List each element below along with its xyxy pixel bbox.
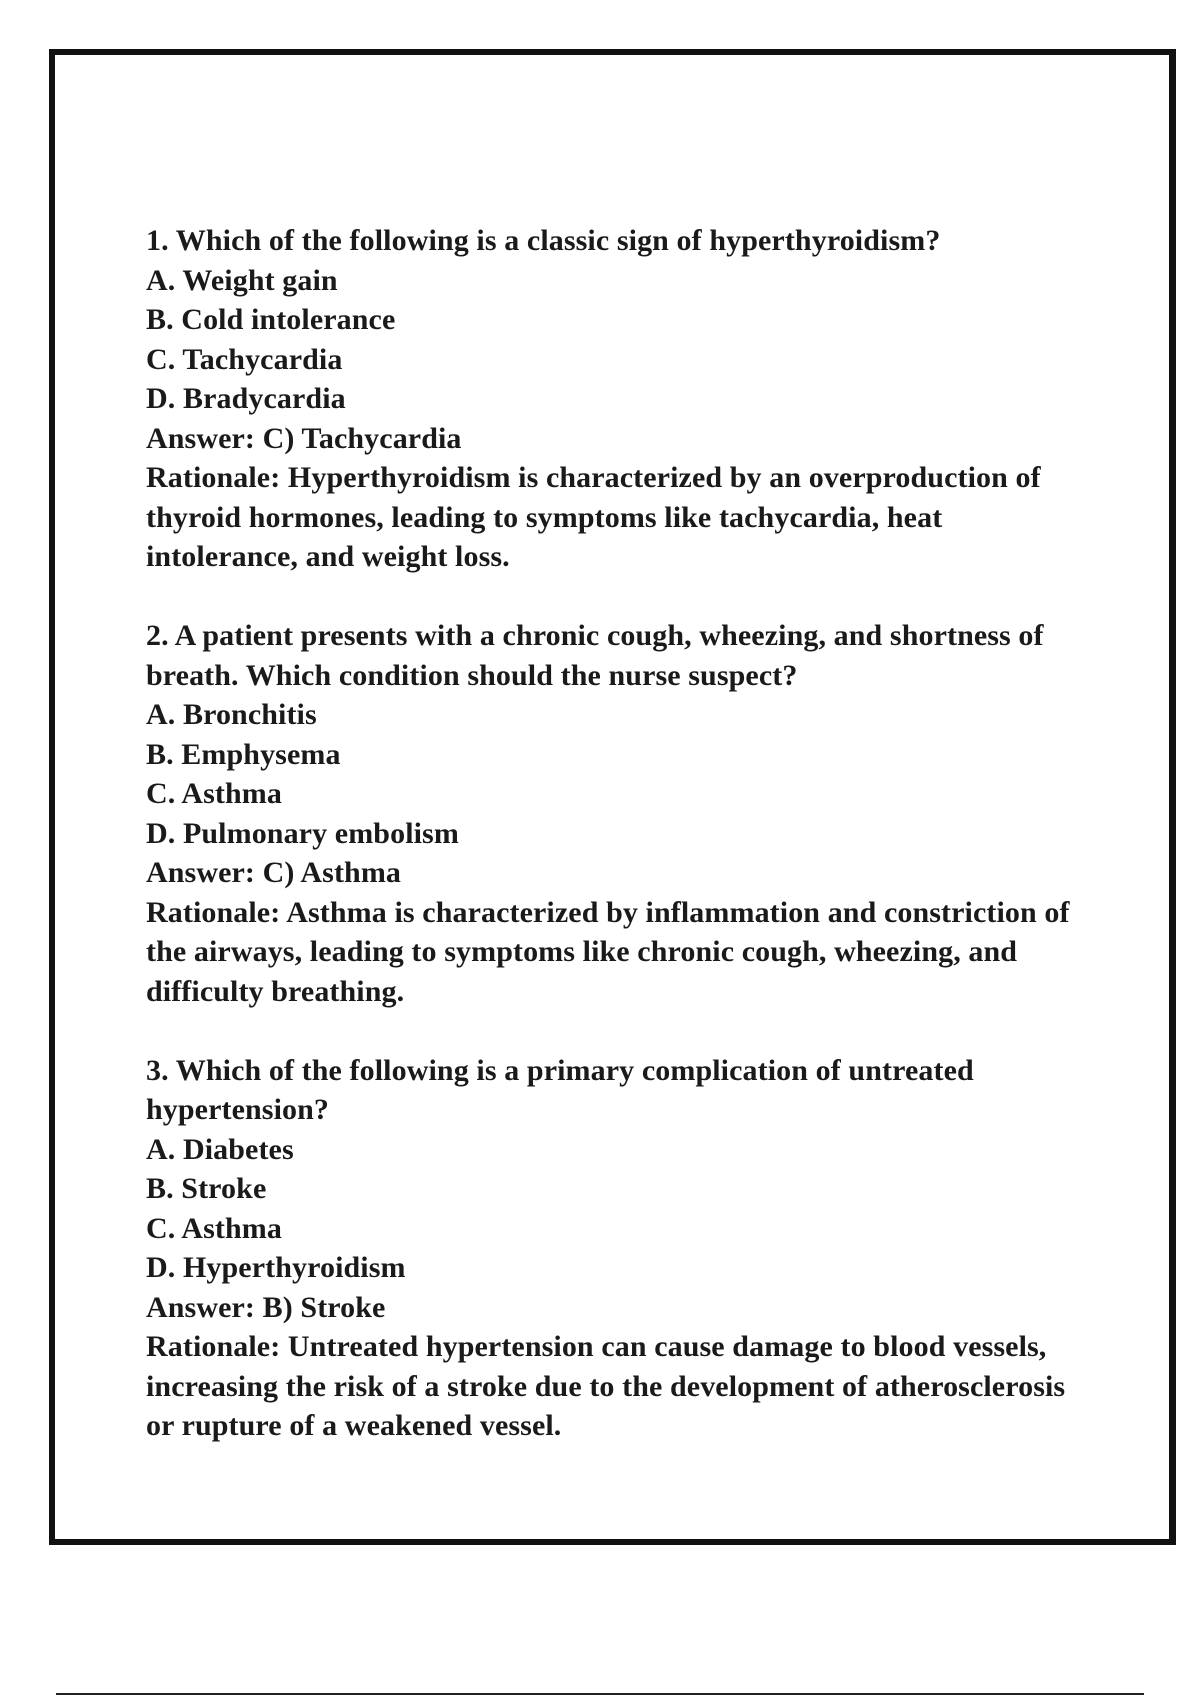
option-c: C. Asthma <box>146 1211 282 1245</box>
footer-divider <box>56 1693 1144 1695</box>
rationale: Rationale: Hyperthyroidism is characterized by an overproduction of thyroid hormones, leading to symptoms like tachycardia, heat intolerance, and weight loss. <box>146 461 1041 573</box>
option-b: B. Cold intolerance <box>146 303 396 336</box>
option-b: B. Emphysema <box>146 737 341 771</box>
question-stem: 3. Which of the following is a primary complication of untreated hypertension? <box>146 1053 974 1126</box>
option-a: A. Weight gain <box>146 263 338 297</box>
option-d: D. Hyperthyroidism <box>146 1251 406 1284</box>
option-c: C. Asthma <box>146 777 282 810</box>
question-3 <box>146 1051 1096 1446</box>
option-b: B. Stroke <box>146 1172 267 1205</box>
answer: Answer: C) Tachycardia <box>146 421 462 455</box>
rationale: Rationale: Asthma is characterized by inflammation and constriction of the airways, leading to symptoms like chronic cough, wheezing, and difficulty breathing. <box>146 895 1070 1008</box>
question-stem: 1. Which of the following is a classic sign of hyperthyroidism? <box>146 224 941 257</box>
answer: Answer: C) Asthma <box>146 856 402 889</box>
quiz-content <box>146 221 1096 1446</box>
option-d: D. Pulmonary embolism <box>146 816 459 850</box>
rationale: Rationale: Untreated hypertension can cause damage to blood vessels, increasing the risk of a stroke due to the development of atherosclerosis or rupture of a weakened vessel. <box>146 1330 1066 1442</box>
answer: Answer: B) Stroke <box>146 1290 386 1324</box>
option-c: C. Tachycardia <box>146 342 343 376</box>
option-a: A. Bronchitis <box>146 698 317 731</box>
option-d: D. Bradycardia <box>146 382 346 415</box>
option-a: A. Diabetes <box>146 1132 294 1166</box>
question-stem: 2. A patient presents with a chronic cough, wheezing, and shortness of breath. Which condition should the nurse suspect? <box>146 619 1044 692</box>
question-1 <box>146 221 1096 577</box>
question-2 <box>146 616 1096 1011</box>
